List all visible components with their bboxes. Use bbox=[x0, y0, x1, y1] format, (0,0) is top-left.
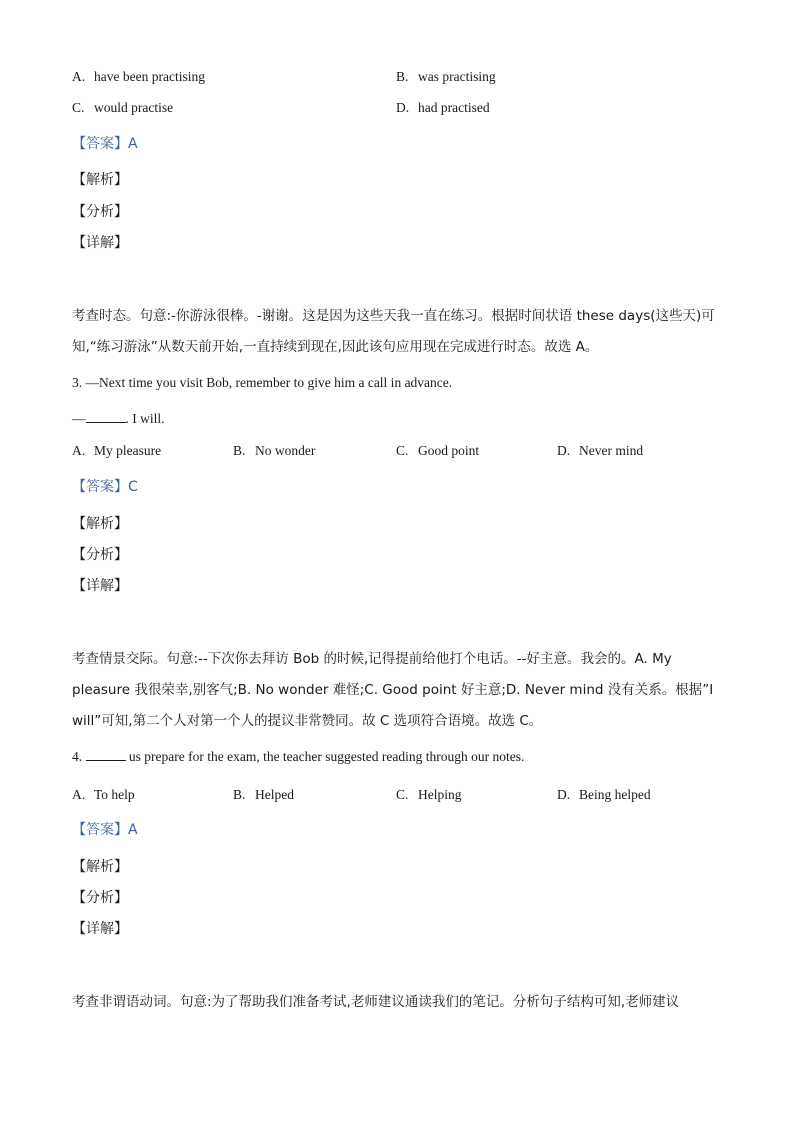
q3-jiexi-heading: 【解析】 bbox=[72, 516, 128, 532]
option-text: was practising bbox=[418, 69, 496, 84]
option-key: B. bbox=[233, 787, 246, 802]
option-text: have been practising bbox=[94, 69, 205, 84]
stem-number: 4. bbox=[72, 749, 83, 764]
q4-option-d bbox=[557, 786, 651, 804]
q4-option-c bbox=[396, 786, 462, 804]
q4-option-a bbox=[72, 786, 135, 804]
option-text: Helped bbox=[255, 787, 294, 802]
q2-explanation: 考查时态。句意:-你游泳很棒。-谢谢。这是因为这些天我一直在练习。根据时间状语 these days(这些天)可知,“练习游泳”从数天前开始,一直持续到现在,因此该句应用现在完成进行时态。故选 A。 bbox=[72, 308, 715, 355]
q4-xiangjie-heading: 【详解】 bbox=[72, 921, 128, 937]
q3-answer bbox=[72, 478, 138, 496]
option-text: My pleasure bbox=[94, 443, 162, 458]
stem-text: us prepare for the exam, the teacher suggested reading through our notes. bbox=[128, 749, 525, 764]
answer-text: 【答案】C bbox=[72, 479, 138, 495]
option-key: B. bbox=[396, 69, 409, 84]
q3-option-c bbox=[396, 442, 479, 460]
option-text: Never mind bbox=[579, 443, 644, 458]
option-text: To help bbox=[94, 787, 135, 802]
option-key: C. bbox=[72, 100, 85, 115]
reply-tail: . I will. bbox=[125, 411, 165, 426]
q2-option-b bbox=[396, 68, 496, 86]
reply-dash: — bbox=[72, 411, 86, 426]
q3-option-a bbox=[72, 442, 161, 460]
option-key: B. bbox=[233, 443, 246, 458]
q3-explanation: 考查情景交际。句意:--下次你去拜访 Bob 的时候,记得提前给他打个电话。--好主意。我会的。A. My pleasure 我很荣幸,别客气;B. No wonder 难怪;C. Good point 好主意;D. Never mind 没有关系。根据”I will”可知,第二个人对第一个人的提议非常赞同。故 C 选项符合语境。故选 C。 bbox=[72, 651, 714, 729]
option-key: C. bbox=[396, 443, 409, 458]
q2-xiangjie-heading: 【详解】 bbox=[72, 235, 128, 251]
q3-xiangjie-heading: 【详解】 bbox=[72, 578, 128, 594]
answer-text: 【答案】A bbox=[72, 136, 138, 152]
q2-fenxi-heading: 【分析】 bbox=[72, 204, 128, 220]
option-key: A. bbox=[72, 443, 86, 458]
q3-option-b bbox=[233, 442, 315, 460]
option-text: would practise bbox=[94, 100, 174, 115]
option-key: A. bbox=[72, 69, 86, 84]
q3-fenxi-heading: 【分析】 bbox=[72, 547, 128, 563]
q4-fenxi-heading: 【分析】 bbox=[72, 890, 128, 906]
q2-jiexi-heading: 【解析】 bbox=[72, 172, 128, 188]
answer-blank bbox=[86, 748, 126, 761]
q2-answer bbox=[72, 135, 138, 153]
option-text: Helping bbox=[418, 787, 462, 802]
q3-stem: 3. —Next time you visit Bob, remember to give him a call in advance. bbox=[72, 375, 453, 390]
option-key: A. bbox=[72, 787, 86, 802]
option-text: No wonder bbox=[255, 443, 316, 458]
q2-option-c bbox=[72, 99, 173, 117]
option-text: Being helped bbox=[579, 787, 651, 802]
q2-option-a bbox=[72, 68, 205, 86]
q4-explanation: 考查非谓语动词。句意:为了帮助我们准备考试,老师建议通读我们的笔记。分析句子结构可知,老师建议 bbox=[72, 994, 680, 1010]
option-key: D. bbox=[557, 787, 571, 802]
option-text: Good point bbox=[418, 443, 480, 458]
q4-stem bbox=[72, 748, 524, 766]
q3-option-d bbox=[557, 442, 643, 460]
q4-option-b bbox=[233, 786, 294, 804]
option-key: D. bbox=[396, 100, 410, 115]
answer-blank bbox=[86, 410, 126, 423]
option-key: C. bbox=[396, 787, 409, 802]
option-text: had practised bbox=[418, 100, 490, 115]
q4-jiexi-heading: 【解析】 bbox=[72, 859, 128, 875]
answer-text: 【答案】A bbox=[72, 822, 138, 838]
option-key: D. bbox=[557, 443, 571, 458]
q4-answer bbox=[72, 821, 138, 839]
q3-reply bbox=[72, 410, 165, 428]
q2-option-d bbox=[396, 99, 490, 117]
